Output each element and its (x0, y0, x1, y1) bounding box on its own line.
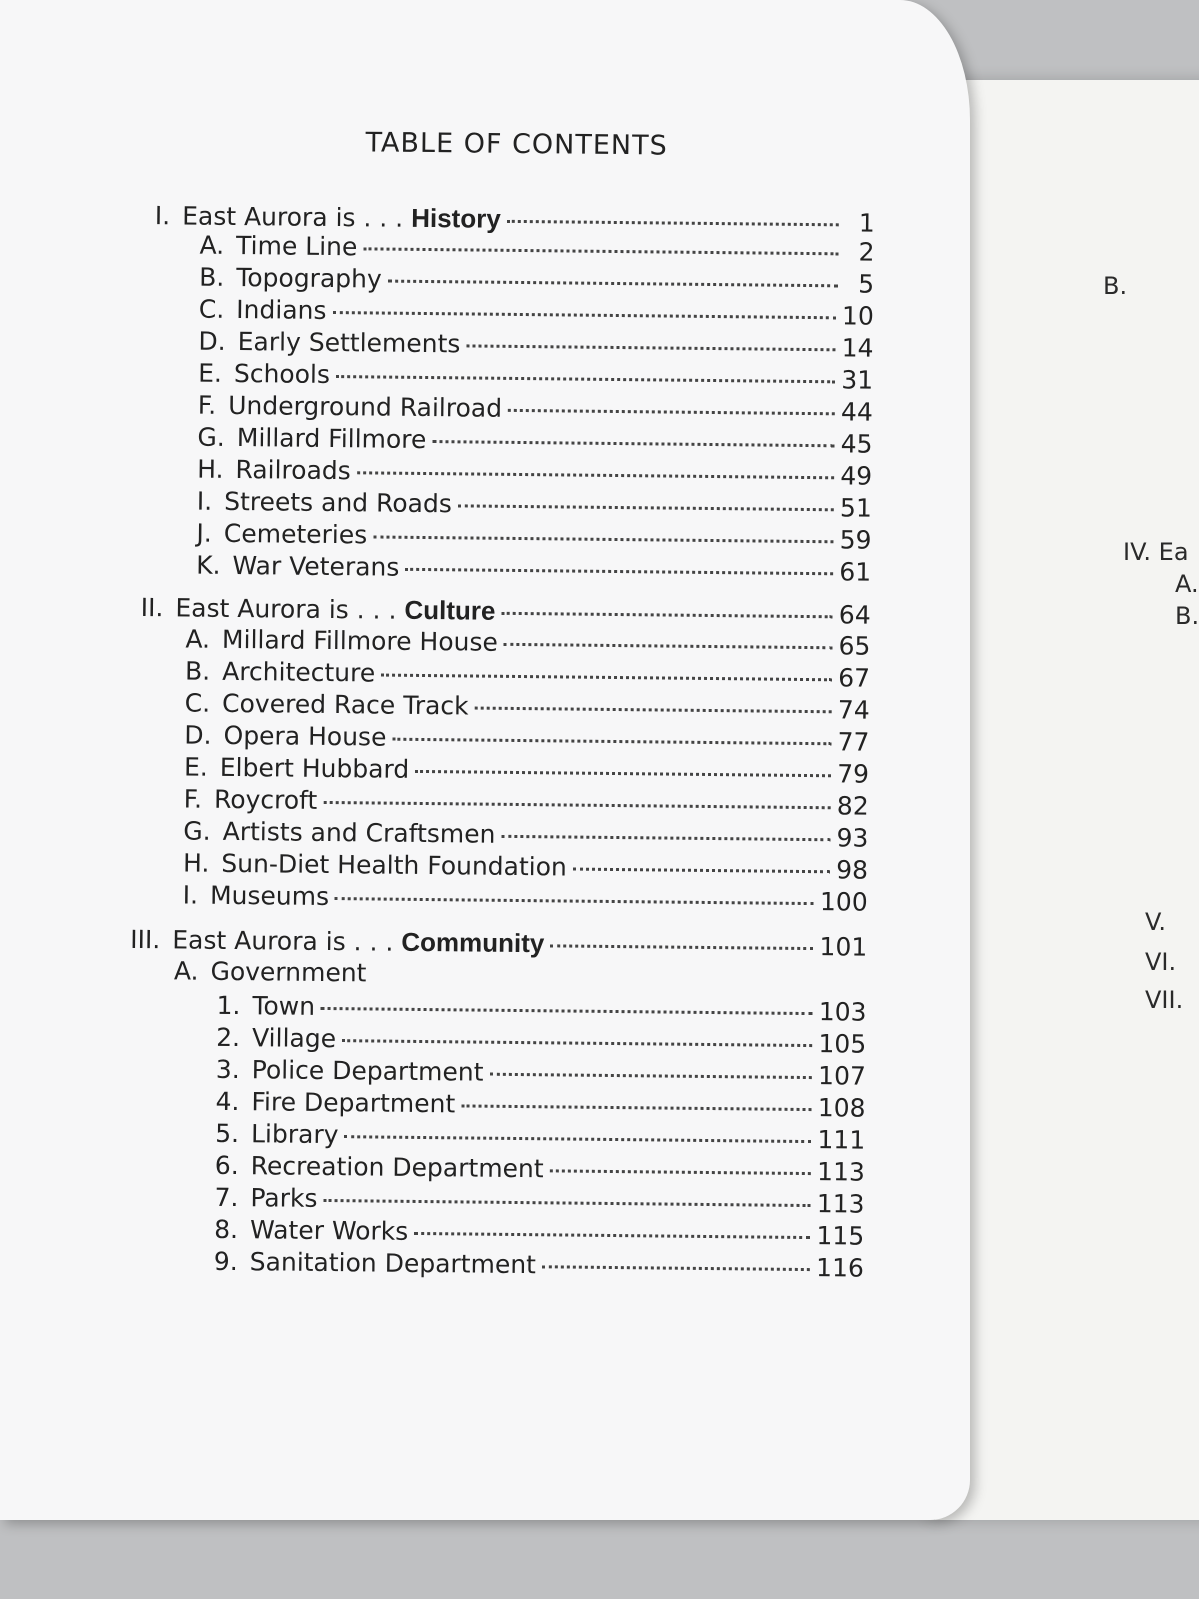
toc-entry (199, 263, 874, 300)
leader-dots (550, 1169, 812, 1175)
leader-dots (414, 1232, 810, 1239)
toc-entry-text: Sun-Diet Health Foundation (221, 848, 568, 882)
leader-dots (504, 643, 833, 649)
toc-entry (198, 359, 873, 396)
toc-entry-label (214, 1215, 408, 1246)
toc-entry (215, 1119, 865, 1156)
facing-fragment: B. (1103, 272, 1128, 300)
leader-dots (372, 976, 830, 981)
toc-entry-numeral: E. (183, 752, 208, 782)
toc-page-number: 116 (815, 1253, 865, 1283)
toc-entry-numeral: A. (185, 624, 211, 654)
toc-entry-text: Sanitation Department (249, 1247, 537, 1280)
facing-fragment: V. (1145, 908, 1166, 936)
toc-entry-text: Topography (236, 263, 382, 294)
toc-page-number: 115 (816, 1221, 865, 1251)
facing-page (935, 80, 1199, 1520)
toc-entry-numeral: 2. (216, 1022, 241, 1053)
toc-entry-label (199, 295, 327, 325)
toc-page-number: 113 (816, 1157, 866, 1187)
toc-entry-label (174, 956, 367, 987)
toc-entry-numeral: III. (130, 924, 161, 955)
toc-entry-text: Underground Railroad (228, 390, 503, 423)
toc-entry-text: Streets and Roads (224, 486, 453, 519)
toc-page-number: 1 (858, 208, 875, 238)
toc-entry-text: Town (252, 991, 316, 1021)
toc-entry-numeral: C. (184, 688, 211, 718)
toc-entry-label (185, 656, 375, 687)
toc-entry-label (184, 752, 409, 783)
leader-dots (335, 897, 814, 905)
toc-page-number: 77 (837, 727, 870, 757)
toc-entry (216, 1023, 866, 1060)
leader-dots (432, 440, 834, 447)
toc-entry-label (130, 924, 544, 959)
toc-entry-text: East Aurora is . . . (172, 925, 394, 957)
toc-entry-text: Millard Fillmore House (221, 624, 498, 657)
toc-entry-label (198, 327, 460, 359)
toc-entry-text: Schools (233, 358, 331, 389)
leader-dots (342, 1039, 812, 1047)
toc-entry-numeral: I. (196, 486, 213, 516)
toc-page-number: 44 (840, 397, 873, 427)
toc-entry-text: Early Settlements (237, 327, 461, 359)
toc-entry (130, 924, 867, 962)
toc-entry-text: Millard Fillmore (236, 423, 427, 455)
toc-entry-label (196, 551, 399, 582)
toc-page-number: 59 (839, 525, 872, 555)
toc-page-number: 64 (838, 600, 871, 630)
toc-entry-numeral: B. (184, 656, 211, 686)
toc-entry-numeral: H. (182, 848, 210, 878)
toc-entry (184, 784, 869, 821)
toc-entry-text: Fire Department (251, 1087, 456, 1119)
toc-entry-bold-topic: Culture (404, 594, 496, 626)
toc-page-number: 5 (858, 269, 875, 299)
toc-entry-numeral: A. (199, 230, 225, 260)
toc-page-number: 107 (817, 1061, 867, 1091)
leader-dots (550, 944, 813, 950)
toc-entry-text: Police Department (251, 1055, 484, 1087)
toc-entry (214, 1215, 864, 1252)
toc-entry-label (185, 688, 469, 720)
toc-entry-text: East Aurora is . . . (175, 593, 397, 625)
toc-entry (216, 991, 866, 1028)
toc-page-number: 93 (836, 823, 869, 853)
toc-entry-numeral: K. (196, 550, 221, 580)
toc-entry-label (215, 1119, 339, 1149)
leader-dots (542, 1265, 810, 1271)
toc-entry-numeral: 7. (214, 1182, 239, 1213)
leader-dots (344, 1135, 811, 1143)
toc-page-number: 67 (838, 663, 871, 693)
leader-dots (507, 220, 839, 226)
toc-entry-label (141, 592, 496, 627)
toc-entry-numeral: B. (199, 262, 225, 292)
toc-entry (198, 327, 873, 364)
toc-page-number: 108 (817, 1093, 866, 1123)
leader-dots (321, 1007, 813, 1015)
toc-entry-numeral: I. (154, 201, 171, 231)
toc-entry (214, 1183, 864, 1220)
leader-dots (373, 535, 833, 543)
toc-entry-text: Railroads (235, 455, 351, 486)
toc-page-number: 111 (817, 1125, 866, 1155)
leader-dots (461, 1104, 812, 1111)
leader-dots (501, 612, 832, 618)
toc-entry-text: Library (250, 1119, 339, 1150)
leader-dots (489, 1073, 812, 1079)
toc-entry-text: War Veterans (232, 550, 400, 582)
toc-entry (185, 625, 870, 662)
toc-entry (184, 720, 869, 757)
toc-page-number: 113 (816, 1189, 865, 1219)
leader-dots (392, 738, 831, 746)
toc-entry-text: Indians (236, 295, 327, 325)
toc-entry (185, 688, 870, 725)
toc-entry (196, 519, 871, 556)
leader-dots (363, 247, 838, 255)
toc-entry-numeral: D. (198, 326, 226, 356)
toc-entry (197, 487, 872, 524)
toc-entry-label (198, 359, 330, 389)
toc-page-number: 45 (840, 429, 873, 459)
leader-dots (323, 1199, 810, 1207)
toc-entry (184, 752, 869, 789)
toc-entry-label (183, 880, 330, 911)
toc-entry-text: Cemeteries (223, 518, 368, 550)
toc-entry-text: Museums (209, 880, 330, 912)
toc-entry (214, 1247, 864, 1284)
facing-fragment: A. (1175, 570, 1199, 598)
toc-entry (183, 816, 868, 853)
leader-dots (332, 311, 836, 319)
page-title: TABLE OF CONTENTS (365, 127, 668, 162)
leader-dots (405, 568, 833, 575)
facing-fragment: VI. (1145, 948, 1177, 976)
toc-entry-numeral: D. (184, 720, 212, 750)
toc-entry (185, 656, 870, 693)
toc-page-number: 101 (819, 932, 868, 962)
toc-page-number: 31 (841, 365, 874, 395)
toc-entry-numeral: J. (196, 518, 212, 548)
toc-entry-numeral: 1. (216, 990, 241, 1021)
toc-entry-label (216, 1055, 484, 1087)
toc-entry-label (214, 1247, 536, 1279)
toc-entry-numeral: G. (183, 816, 211, 846)
toc-entry-text: Parks (250, 1183, 318, 1213)
leader-dots (508, 409, 835, 415)
toc-entry (216, 1055, 866, 1092)
toc-page-number: 103 (818, 997, 867, 1027)
toc-entry-numeral: 4. (215, 1086, 240, 1117)
toc-page-number: 98 (836, 855, 869, 885)
toc-page-number: 74 (837, 695, 870, 725)
toc-page-number: 65 (838, 631, 871, 661)
toc-page-number: 51 (839, 493, 872, 523)
leader-dots (475, 707, 832, 714)
toc-entry-numeral: C. (198, 294, 225, 324)
toc-entry-numeral: 8. (214, 1214, 239, 1245)
toc-entry-label (215, 1151, 544, 1183)
toc-entry-numeral: E. (198, 358, 223, 388)
leader-dots (415, 770, 831, 777)
toc-entry-label (197, 423, 426, 454)
toc-entry-label (197, 455, 351, 486)
toc-entry-text: Recreation Department (250, 1151, 544, 1184)
leader-dots (501, 835, 830, 841)
leader-dots (357, 471, 835, 479)
toc-entry-bold-topic: Community (401, 926, 545, 959)
toc-entry-label (184, 784, 318, 814)
toc-entry (215, 1151, 865, 1188)
toc-entry-label (215, 1087, 455, 1119)
toc-entry (198, 391, 873, 428)
toc-entry (183, 880, 868, 917)
toc-entry-numeral: A. (173, 956, 199, 986)
leader-dots (381, 674, 832, 682)
toc-entry-text: Government (210, 956, 367, 988)
toc-entry (141, 592, 871, 630)
toc-page-number: 2 (858, 237, 875, 267)
toc-entry-label (183, 848, 567, 881)
toc-page-number: 100 (819, 887, 868, 917)
toc-entry-numeral: 9. (213, 1246, 238, 1277)
facing-fragment: B. (1175, 602, 1199, 630)
toc-entry-text: Water Works (249, 1215, 409, 1246)
toc-entry-text: Elbert Hubbard (219, 752, 410, 784)
toc-page-number: 79 (837, 759, 870, 789)
toc-entry-numeral: 3. (215, 1054, 240, 1085)
leader-dots (458, 504, 834, 511)
toc-entry-bold-topic: History (411, 202, 501, 234)
toc-page-number: 105 (818, 1029, 867, 1059)
toc-entry-text: Time Line (235, 231, 358, 262)
leader-dots (573, 868, 830, 874)
facing-fragment: VII. (1145, 986, 1184, 1014)
toc-entry-numeral: I. (182, 880, 199, 910)
toc-entry-numeral: F. (197, 390, 217, 420)
toc-entry-numeral: 5. (215, 1118, 240, 1149)
toc-entry-text: Covered Race Track (221, 688, 469, 721)
toc-entry-text: Roycroft (213, 784, 318, 815)
toc-entry (197, 455, 872, 492)
toc-entry-text: Opera House (223, 720, 387, 752)
toc-entry (196, 551, 871, 588)
toc-entry-label (214, 1183, 317, 1213)
toc-entry-numeral: H. (197, 454, 224, 484)
toc-entry-numeral: G. (197, 422, 225, 452)
toc-entry-label (199, 231, 357, 262)
toc-entry-label (185, 625, 498, 657)
toc-entry-label (183, 816, 495, 848)
leader-dots (336, 375, 835, 383)
toc-entry (215, 1087, 865, 1124)
toc-page-number: 61 (839, 557, 872, 587)
toc-page-number: 82 (836, 791, 869, 821)
toc-entry-numeral: II. (140, 593, 164, 623)
toc-entry-text: Artists and Craftsmen (222, 816, 496, 849)
toc-entry-label (184, 720, 386, 751)
facing-fragment: IV. Ea (1123, 538, 1189, 566)
toc-page-number: 49 (840, 461, 873, 491)
toc-entry (197, 423, 872, 460)
toc-entry (199, 231, 874, 268)
toc-entry-label (216, 1023, 336, 1053)
toc-entry-numeral: F. (183, 784, 203, 814)
toc-entry (199, 295, 874, 332)
toc-page-number: 10 (841, 301, 874, 331)
toc-entry (174, 956, 867, 993)
toc-entry (183, 848, 868, 885)
toc-entry-label (198, 391, 502, 423)
toc-entry-text: Architecture (222, 656, 376, 688)
toc-entry-numeral: 6. (214, 1150, 239, 1181)
leader-dots (323, 801, 831, 809)
toc-page-number: 14 (841, 333, 874, 363)
toc-entry-label (216, 991, 315, 1021)
toc-entry-label (199, 263, 382, 294)
toc-entry-label (155, 200, 501, 235)
toc-entry-label (196, 519, 367, 550)
toc-entry-text: East Aurora is . . . (182, 201, 404, 233)
toc-entry-label (197, 487, 452, 519)
leader-dots (466, 344, 835, 351)
toc-entry-text: Village (251, 1023, 337, 1054)
leader-dots (388, 280, 838, 288)
